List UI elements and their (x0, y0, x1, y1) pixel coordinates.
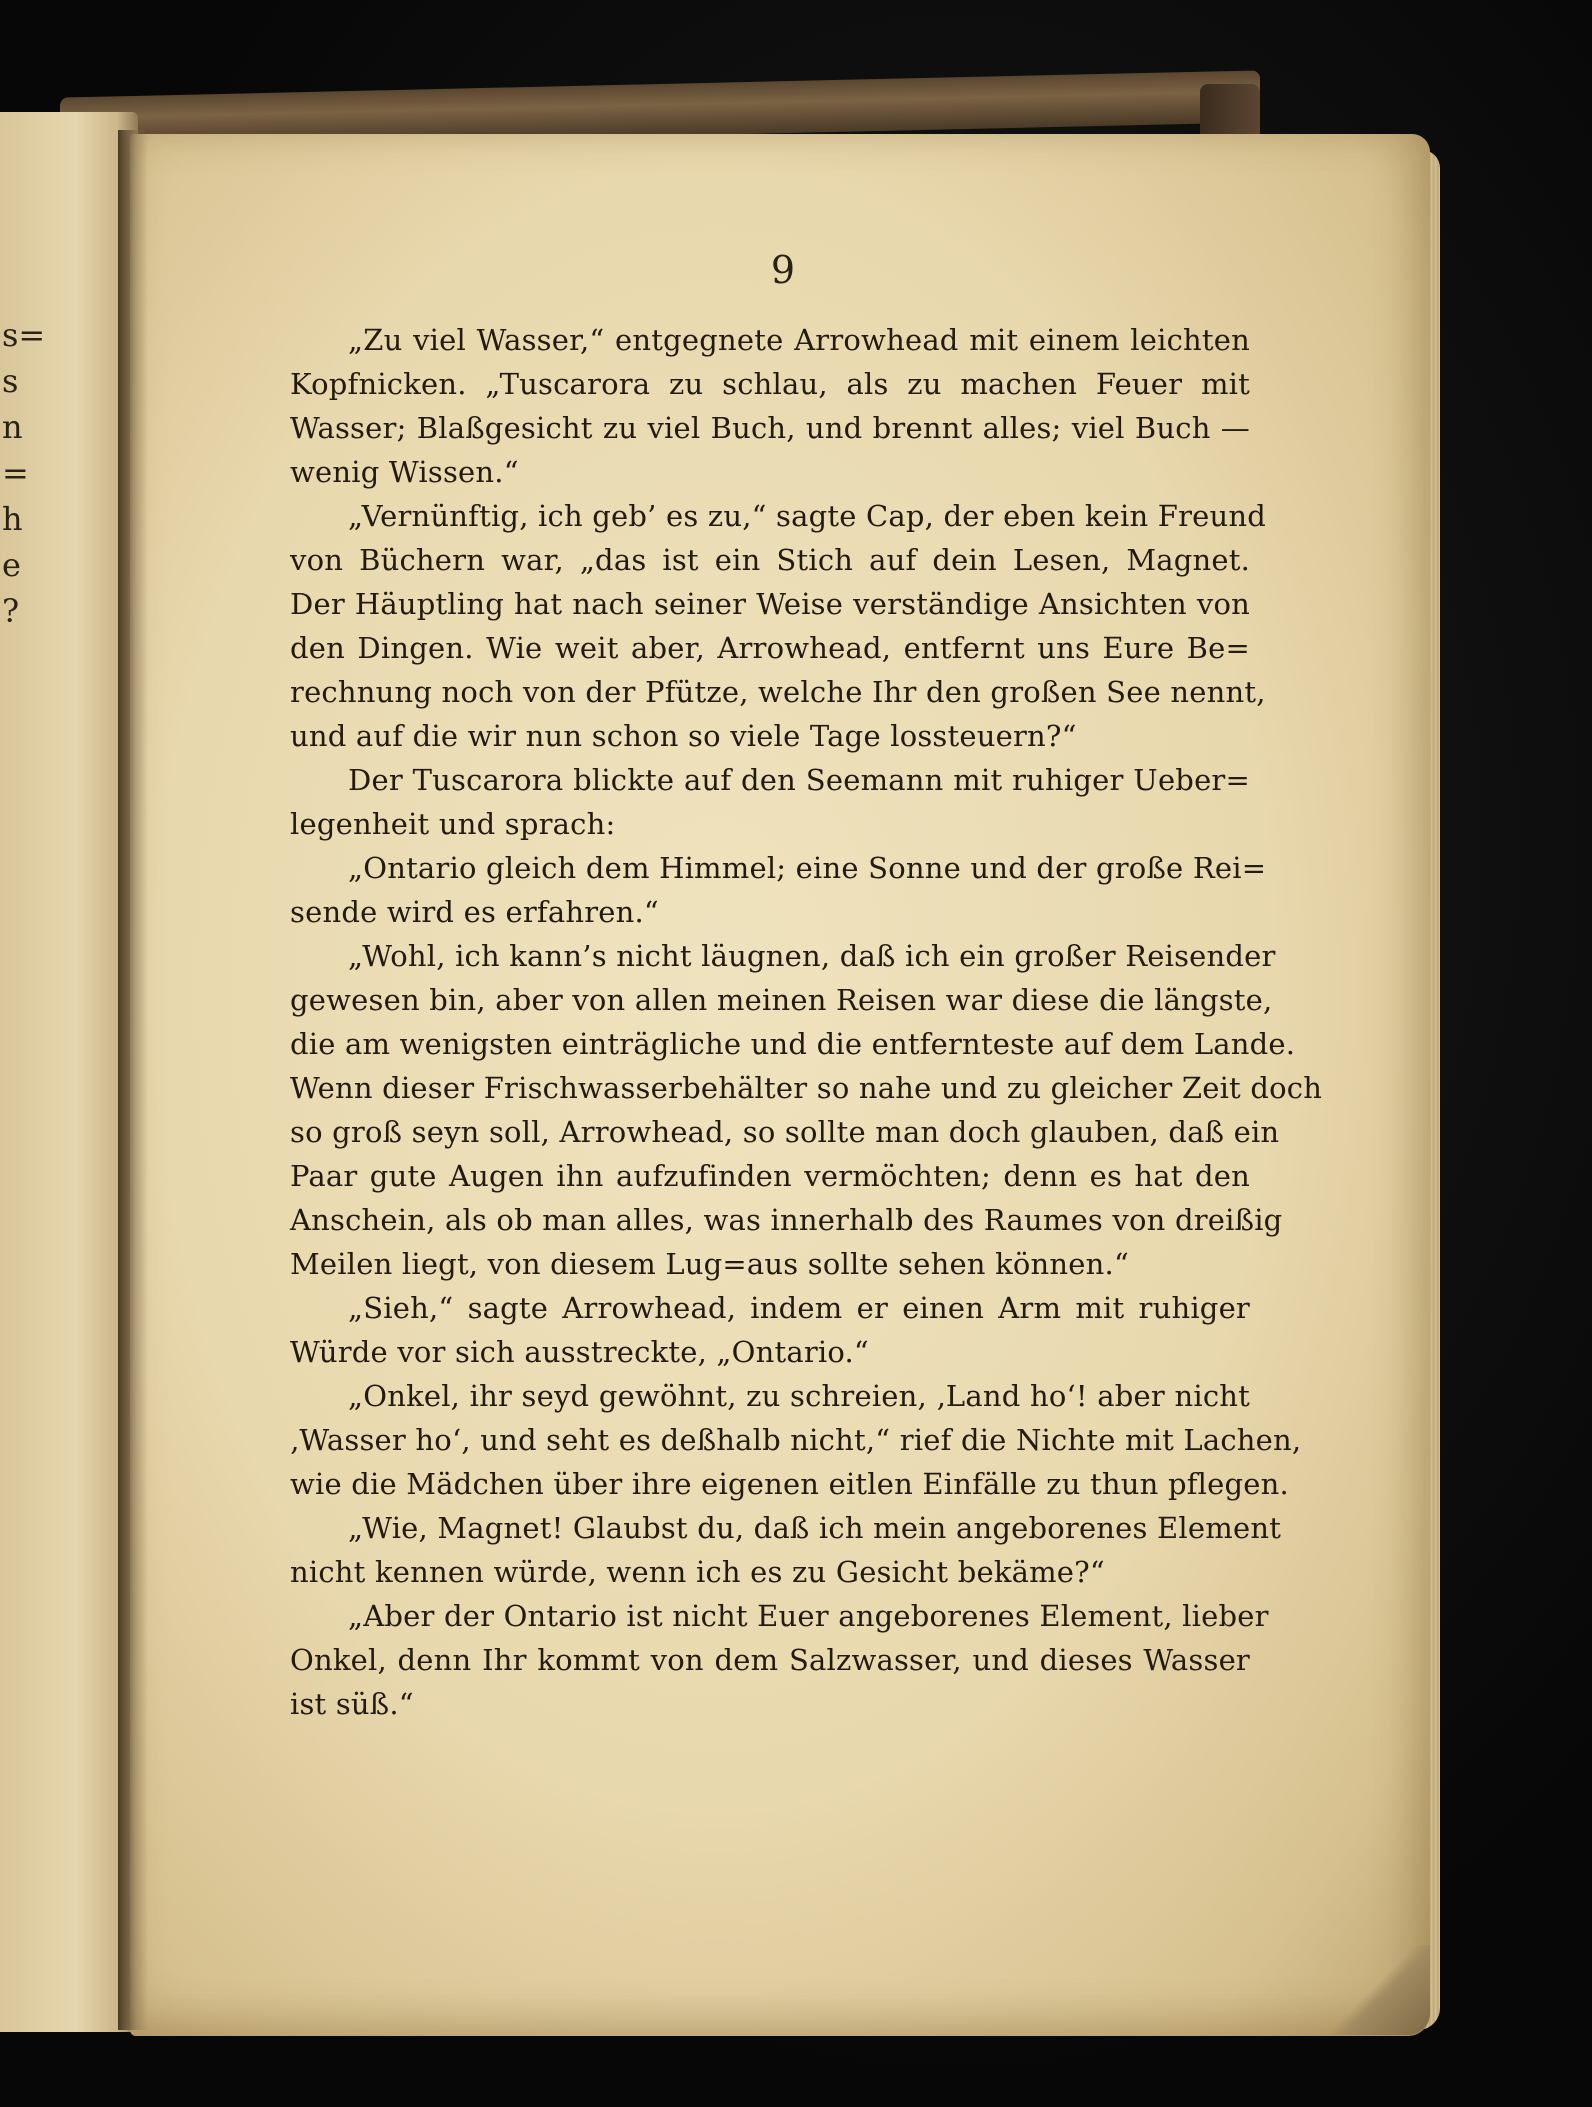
previous-page-fragment: h (2, 500, 23, 538)
text-line: Der Häuptling hat nach seiner Weise verständige Ansichten von (290, 587, 1250, 621)
text-line: rechnung noch von der Pfütze, welche Ihr den großen See nennt, (290, 675, 1266, 709)
text-line: ist süß.“ (290, 1687, 414, 1721)
worn-page-corner (1330, 1945, 1430, 2035)
text-line: legenheit und sprach: (290, 807, 616, 841)
text-line: den Dingen. Wie weit aber, Arrowhead, entfernt uns Eure Be= (290, 631, 1250, 665)
previous-page-fragment: = (2, 454, 29, 492)
text-line: so groß seyn soll, Arrowhead, so sollte man doch glauben, daß ein (290, 1115, 1280, 1149)
text-line: „Wie, Magnet! Glaubst du, daß ich mein angeborenes Element (348, 1511, 1282, 1545)
text-line: von Büchern war, „das ist ein Stich auf dein Lesen, Magnet. (290, 543, 1250, 577)
text-line: gewesen bin, aber von allen meinen Reisen war diese die längste, (290, 983, 1273, 1017)
spine-gutter (118, 130, 148, 2030)
text-line: „Sieh,“ sagte Arrowhead, indem er einen Arm mit ruhiger (348, 1291, 1250, 1325)
text-line: Kopfnicken. „Tuscarora zu schlau, als zu machen Feuer mit (290, 367, 1250, 401)
text-line: nicht kennen würde, wenn ich es zu Gesicht bekäme?“ (290, 1555, 1105, 1589)
text-line: Der Tuscarora blickte auf den Seemann mit ruhiger Ueber= (348, 763, 1250, 797)
text-line: die am wenigsten einträgliche und die entfernteste auf dem Lande. (290, 1027, 1296, 1061)
previous-page-fragment: n (2, 408, 23, 446)
text-line: Onkel, denn Ihr kommt von dem Salzwasser, und dieses Wasser (290, 1643, 1250, 1677)
text-line: Meilen liegt, von diesem Lug=aus sollte sehen können.“ (290, 1247, 1129, 1281)
previous-page-text-fragments (0, 312, 46, 634)
text-line: „Wohl, ich kann’s nicht läugnen, daß ich ein großer Reisender (348, 939, 1276, 973)
previous-page-fragment: e (2, 546, 21, 584)
text-line: ‚Wasser ho‘, und seht es deßhalb nicht,“ rief die Nichte mit Lachen, (290, 1423, 1302, 1457)
previous-page-fragment: ? (2, 592, 20, 630)
text-line: wie die Mädchen über ihre eigenen eitlen Einfälle zu thun pflegen. (290, 1467, 1289, 1501)
text-line: „Zu viel Wasser,“ entgegnete Arrowhead mit einem leichten (348, 323, 1250, 357)
previous-page-fragment: s (2, 362, 19, 400)
text-line: Wenn dieser Frischwasserbehälter so nahe und zu gleicher Zeit doch (290, 1071, 1323, 1105)
page-body-text (290, 318, 1323, 1726)
text-line: „Ontario gleich dem Himmel; eine Sonne und der große Rei= (348, 851, 1267, 885)
text-line: Anschein, als ob man alles, was innerhalb des Raumes von dreißig (290, 1203, 1283, 1237)
text-line: wenig Wissen.“ (290, 455, 519, 489)
text-line: sende wird es erfahren.“ (290, 895, 659, 929)
text-line: Wasser; Blaßgesicht zu viel Buch, und brennt alles; viel Buch — (290, 411, 1250, 445)
text-line: „Vernünftig, ich geb’ es zu,“ sagte Cap, der eben kein Freund (348, 499, 1267, 533)
page-number: 9 (770, 248, 796, 292)
text-line: „Aber der Ontario ist nicht Euer angeborenes Element, lieber (348, 1599, 1269, 1633)
previous-page-fragment: s= (2, 316, 46, 354)
text-line: Paar gute Augen ihn aufzufinden vermöchten; denn es hat den (290, 1159, 1250, 1193)
text-line: Würde vor sich ausstreckte, „Ontario.“ (290, 1335, 869, 1369)
text-line: „Onkel, ihr seyd gewöhnt, zu schreien, ‚Land ho‘! aber nicht (348, 1379, 1250, 1413)
text-line: und auf die wir nun schon so viele Tage lossteuern?“ (290, 719, 1077, 753)
